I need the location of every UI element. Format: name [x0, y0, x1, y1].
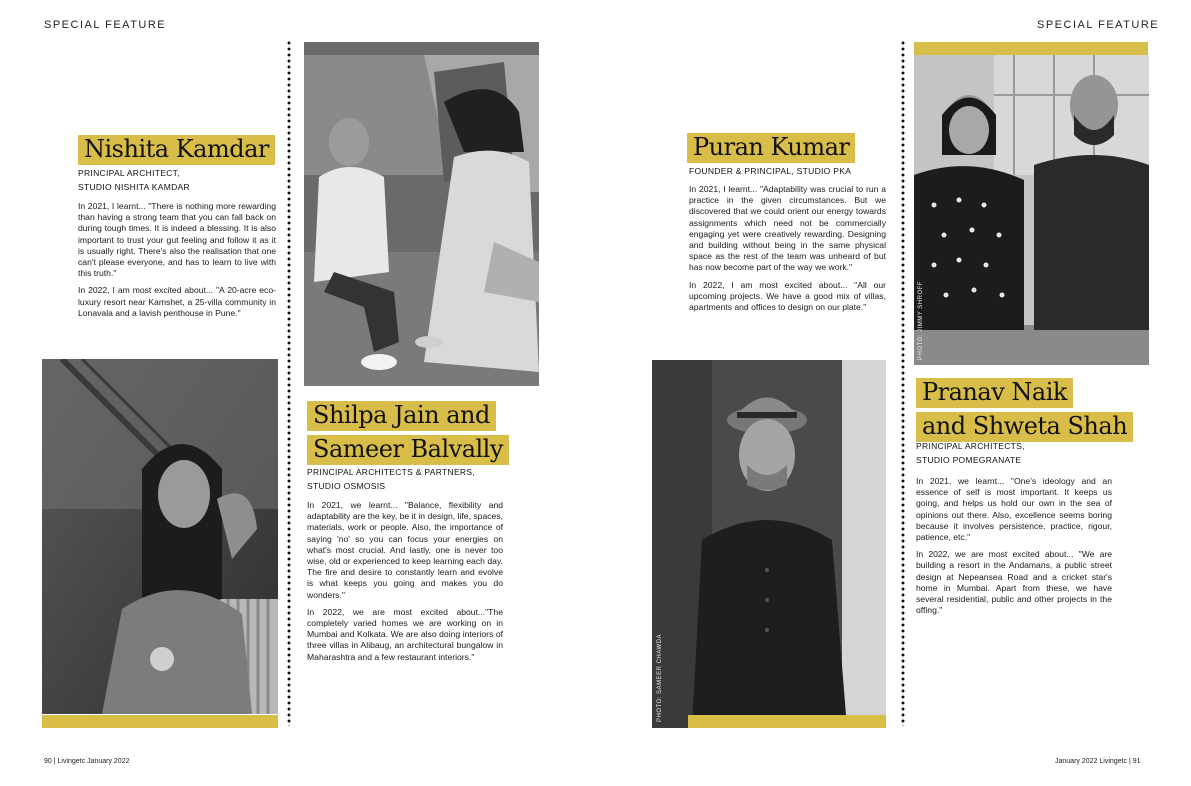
role-line: PRINCIPAL ARCHITECTS, — [916, 441, 1025, 451]
paragraph-2021: In 2021, I learnt... "Adaptability was crucial to run a practice in the given circumstances. But we discovered that we could orient our energy towards assignments which need not be commercially engaging yet were creatively rewarding. Designing and building without being in the same physical space as the rest of the team was unheard of but has now become part of the way we work." — [689, 184, 886, 273]
paragraph-2022: In 2022, I am most excited about... "All our upcoming projects. We have a good mix of villas, apartments and offices to design on our plate." — [689, 279, 886, 313]
profile-body — [78, 201, 276, 325]
photo-credit-pranav: PHOTO: JIMMY SHROFF — [918, 281, 924, 360]
profile-name: and Shweta Shah — [922, 412, 1128, 440]
role-line: STUDIO POMEGRANATE — [916, 455, 1022, 465]
photo-credit-puran: PHOTO: SAMEER CHAWDA — [657, 633, 663, 722]
portrait-photo-nishita — [42, 359, 278, 714]
profile-name: Shilpa Jain and — [313, 401, 490, 429]
section-label-left: SPECIAL FEATURE — [44, 19, 167, 31]
section-label-right: SPECIAL FEATURE — [1037, 19, 1160, 31]
name-highlight — [916, 412, 1133, 442]
profile-body — [307, 500, 503, 669]
gold-bar-bottom-left — [42, 715, 278, 728]
paragraph-2021: In 2021, we learnt... "Balance, flexibility and adaptability are the key, be it in design, life, spaces, materials, work or people. Also, the importance of saying 'no' so you can focus your energies on what's most crucial. And lastly, one is never too wise, old or experienced to keep learning each day. The fire and desire to constantly learn and evolve is what keeps you going and makes you do wonders." — [307, 500, 503, 600]
profile-shilpa-sameer — [307, 401, 509, 465]
portrait-photo-puran — [652, 360, 886, 728]
footer-left: 90 | Livingetc January 2022 — [44, 758, 130, 765]
profile-nishita — [78, 135, 275, 165]
gold-bar-top-pranav — [914, 42, 1148, 55]
paragraph-2021: In 2021, we learnt... "One's ideology and an essence of self is most important. It keeps us going, and helps us hold our own in the sea of opinions out there. Also, excellence seems boring because it involves persistence, practice, rigour, patience, etc." — [916, 476, 1112, 543]
portrait-photo-pranav-shweta — [914, 55, 1149, 365]
profile-role — [307, 465, 527, 493]
profile-name: Nishita Kamdar — [84, 135, 269, 163]
profile-pranav-shweta — [916, 378, 1133, 442]
name-highlight — [307, 435, 509, 465]
paragraph-2022: In 2022, we are most excited about..."The completely varied homes we are working on in Mumbai and Kolkata. We are also doing interiors of three villas in Alibaug, an architectural bungalow in Maharashtra and a few restaurant interiors." — [307, 606, 503, 662]
profile-name: Pranav Naik — [922, 378, 1067, 406]
profile-name: Puran Kumar — [693, 133, 850, 161]
name-highlight — [307, 401, 496, 431]
profile-role: FOUNDER & PRINCIPAL, STUDIO PKA — [689, 166, 852, 176]
role-line: STUDIO OSMOSIS — [307, 481, 386, 491]
profile-body — [916, 476, 1112, 622]
profile-body — [689, 184, 886, 319]
name-highlight — [916, 378, 1073, 408]
role-line: PRINCIPAL ARCHITECTS & PARTNERS, — [307, 467, 475, 477]
paragraph-2022: In 2022, I am most excited about... "A 20-acre eco-luxury resort near Kamshet, a 25-villa community in Lonavala and a lavish penthouse in Pune." — [78, 285, 276, 318]
profile-role — [916, 439, 1136, 467]
footer-right: January 2022 Livingetc | 91 — [1055, 758, 1141, 765]
profile-name: Sameer Balvally — [313, 435, 503, 463]
dotted-divider-left — [287, 40, 291, 726]
dotted-divider-right — [901, 40, 905, 726]
paragraph-2022: In 2022, we are most excited about... "We are building a resort in the Andamans, a public street design at Nepeansea Road and a cricket star's home in Mumbai. Apart from these, we have several residential, public and other projects in the offing." — [916, 549, 1112, 616]
portrait-photo-shilpa-sameer — [304, 42, 539, 386]
role-line: STUDIO NISHITA KAMDAR — [78, 182, 190, 192]
profile-role — [78, 166, 278, 194]
profile-puran — [687, 133, 855, 163]
name-highlight — [687, 133, 855, 163]
role-line: PRINCIPAL ARCHITECT, — [78, 168, 180, 178]
name-highlight — [78, 135, 275, 165]
paragraph-2021: In 2021, I learnt... "There is nothing more rewarding than having a strong team that you can fall back on during tough times. It is indeed a blessing. It is also important to trust your gut feeling and follow it as it is usually right. There's also the realisation that one can't please everyone, and has to learn to live with this truth." — [78, 201, 276, 279]
gold-bar-bottom-puran — [688, 715, 886, 728]
